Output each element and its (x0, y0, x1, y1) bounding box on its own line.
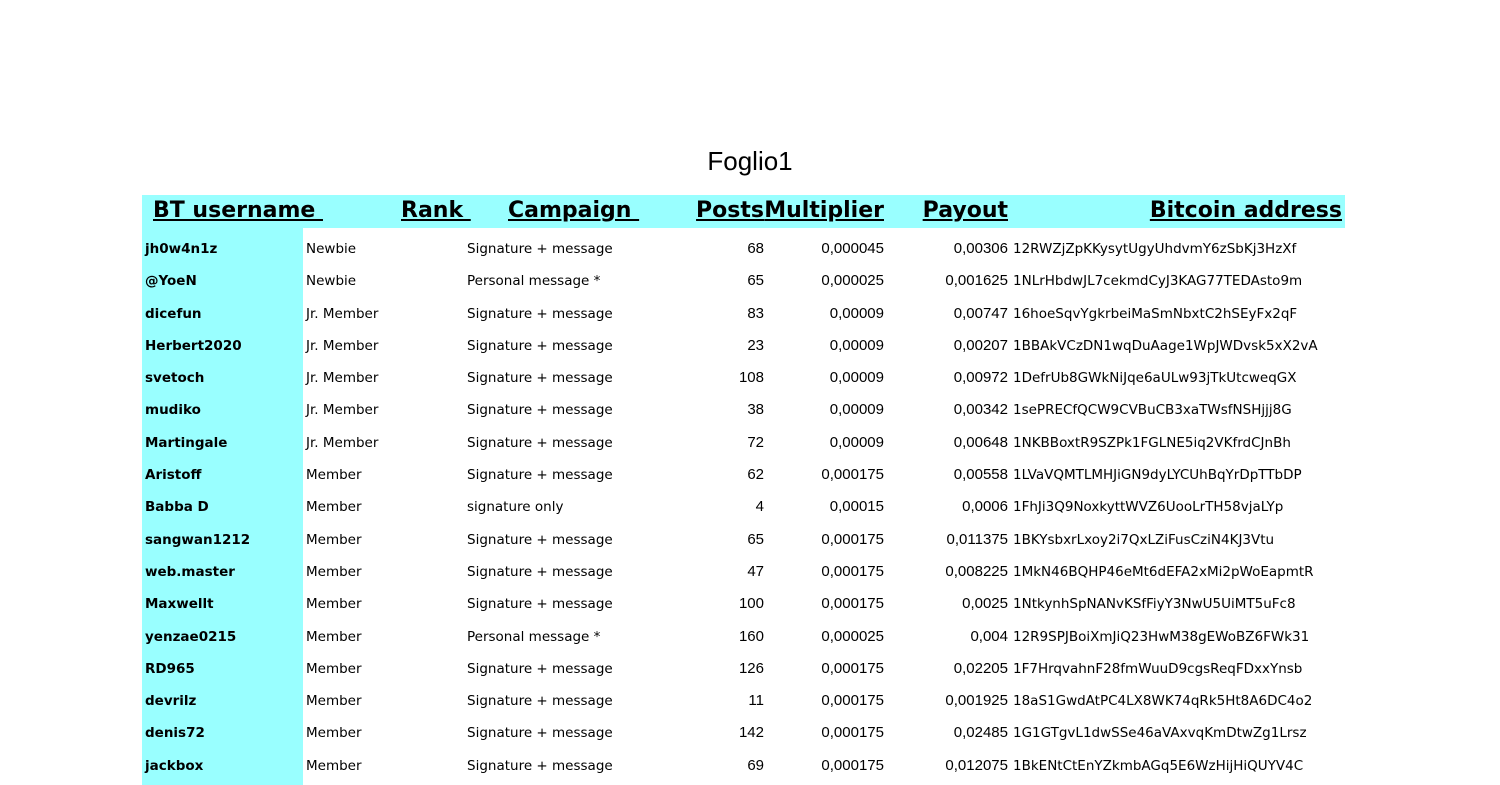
cell-payout: 0,00747 (953, 304, 1008, 322)
cell-rank: Member (306, 563, 362, 580)
cell-bitcoin-address: 1NtkynhSpNANvKSfFiyY3NwU5UiMT5uFc8 (1013, 596, 1296, 613)
cell-username: mudiko (145, 402, 201, 419)
cell-payout: 0,00558 (953, 466, 1008, 484)
cell-multiplier: 0,000025 (821, 627, 884, 645)
cell-campaign: Personal message * (467, 273, 601, 290)
cell-multiplier: 0,00009 (829, 304, 884, 322)
cell-multiplier: 0,00009 (829, 401, 884, 419)
cell-campaign: Signature + message (467, 596, 613, 613)
cell-campaign: Signature + message (467, 725, 613, 742)
cell-username: @YoeN (145, 273, 197, 290)
cell-rank: Jr. Member (306, 337, 379, 354)
table-row (0, 330, 1500, 362)
cell-posts: 160 (738, 627, 764, 645)
table-row (0, 362, 1500, 394)
table-row (0, 750, 1500, 782)
cell-username: jh0w4n1z (145, 241, 218, 257)
cell-campaign: Signature + message (467, 370, 613, 387)
cell-multiplier: 0,000175 (821, 756, 884, 774)
header-address: Bitcoin address (1149, 198, 1342, 223)
cell-username: web.master (145, 563, 235, 580)
cell-posts: 65 (747, 272, 764, 290)
cell-rank: Member (306, 467, 362, 484)
cell-posts: 108 (738, 369, 764, 387)
cell-campaign: Signature + message (467, 757, 613, 774)
table-row (0, 685, 1500, 717)
table-row (0, 427, 1500, 459)
cell-campaign: Signature + message (467, 434, 613, 451)
cell-campaign: Signature + message (467, 693, 613, 710)
cell-campaign: Signature + message (467, 305, 613, 322)
cell-payout: 0,012075 (945, 756, 1008, 774)
cell-username: Martingale (145, 434, 228, 451)
cell-payout: 0,00648 (953, 433, 1008, 451)
cell-posts: 65 (747, 530, 764, 548)
cell-bitcoin-address: 1BkENtCtEnYZkmbAGq5E6WzHijHiQUYV4C (1013, 757, 1304, 774)
table-body (0, 233, 1500, 782)
table-row (0, 653, 1500, 685)
cell-bitcoin-address: 12R9SPJBoiXmJiQ23HwM38gEWoBZ6FWk31 (1013, 628, 1310, 645)
cell-bitcoin-address: 1FhJi3Q9NoxkyttWVZ6UooLrTH58vjaLYp (1013, 499, 1284, 516)
cell-rank: Newbie (306, 273, 357, 290)
cell-rank: Member (306, 499, 362, 516)
cell-bitcoin-address: 1F7HrqvahnF28fmWuuD9cgsReqFDxxYnsb (1013, 660, 1303, 677)
cell-bitcoin-address: 1BBAkVCzDN1wqDuAage1WpJWDvsk5xX2vA (1013, 337, 1318, 354)
cell-multiplier: 0,000175 (821, 466, 884, 484)
cell-bitcoin-address: 1MkN46BQHP46eMt6dEFA2xMi2pWoEapmtR (1013, 563, 1314, 580)
cell-posts: 100 (738, 595, 764, 613)
cell-payout: 0,0006 (962, 498, 1008, 516)
cell-username: RD965 (145, 660, 195, 677)
cell-payout: 0,0025 (962, 595, 1008, 613)
cell-rank: Member (306, 757, 362, 774)
cell-payout: 0,008225 (945, 562, 1008, 580)
cell-multiplier: 0,000175 (821, 659, 884, 677)
cell-rank: Jr. Member (306, 305, 379, 322)
cell-multiplier: 0,00009 (829, 369, 884, 387)
cell-bitcoin-address: 16hoeSqvYgkrbeiMaSmNbxtC2hSEyFx2qF (1013, 305, 1298, 322)
cell-username: Herbert2020 (145, 337, 242, 354)
cell-campaign: Signature + message (467, 241, 613, 257)
cell-rank: Jr. Member (306, 402, 379, 419)
cell-payout: 0,00207 (953, 336, 1008, 354)
cell-bitcoin-address: 1NKBBoxtR9SZPk1FGLNE5iq2VKfrdCJnBh (1013, 434, 1291, 451)
cell-rank: Member (306, 693, 362, 710)
cell-bitcoin-address: 1NLrHbdwJL7cekmdCyJ3KAG77TEDAsto9m (1013, 273, 1303, 290)
table-row (0, 491, 1500, 523)
cell-posts: 23 (747, 336, 764, 354)
table-row (0, 265, 1500, 297)
cell-campaign: Signature + message (467, 337, 613, 354)
cell-username: svetoch (145, 370, 205, 387)
cell-username: dicefun (145, 305, 202, 322)
header-campaign: Campaign (508, 198, 640, 223)
cell-posts: 83 (747, 304, 764, 322)
cell-posts: 69 (747, 756, 764, 774)
cell-payout: 0,001925 (945, 692, 1008, 710)
cell-multiplier: 0,000175 (821, 530, 884, 548)
cell-campaign: signature only (467, 499, 564, 516)
cell-bitcoin-address: 1G1GTgvL1dwSSe46aVAxvqKmDtwZg1Lrsz (1013, 725, 1307, 742)
cell-rank: Newbie (306, 241, 357, 257)
cell-campaign: Signature + message (467, 563, 613, 580)
cell-posts: 4 (755, 498, 764, 516)
cell-bitcoin-address: 12RWZjZpKKysytUgyUhdvmY6zSbKj3HzXf (1013, 241, 1297, 257)
cell-payout: 0,011375 (946, 530, 1008, 548)
cell-username: devrilz (145, 693, 197, 710)
cell-campaign: Signature + message (467, 660, 613, 677)
cell-multiplier: 0,000045 (821, 240, 884, 257)
cell-posts: 47 (747, 562, 764, 580)
cell-campaign: Signature + message (467, 467, 613, 484)
cell-username: Aristoff (145, 467, 202, 484)
header-rank: Rank (401, 198, 471, 223)
cell-bitcoin-address: 1sePRECfQCW9CVBuCB3xaTWsfNSHjjj8G (1013, 402, 1292, 419)
sheet-title: Foglio1 (707, 146, 793, 176)
cell-payout: 0,001625 (945, 272, 1008, 290)
cell-rank: Member (306, 725, 362, 742)
cell-bitcoin-address: 18aS1GwdAtPC4LX8WK74qRk5Ht8A6DC4o2 (1013, 693, 1313, 710)
header-posts: Posts (696, 198, 764, 223)
cell-rank: Jr. Member (306, 434, 379, 451)
cell-campaign: Signature + message (467, 402, 613, 419)
cell-username: sangwan1212 (145, 531, 251, 548)
cell-bitcoin-address: 1BKYsbxrLxoy2i7QxLZiFusCziN4KJ3Vtu (1013, 531, 1275, 548)
cell-multiplier: 0,000025 (821, 272, 884, 290)
cell-campaign: Personal message * (467, 628, 601, 645)
cell-rank: Jr. Member (306, 370, 379, 387)
cell-multiplier: 0,000175 (821, 595, 884, 613)
cell-bitcoin-address: 1DefrUb8GWkNiJqe6aULw93jTkUtcweqGX (1013, 370, 1297, 387)
cell-posts: 142 (738, 724, 764, 742)
cell-payout: 0,00342 (953, 401, 1008, 419)
cell-posts: 11 (748, 692, 764, 710)
cell-multiplier: 0,00015 (829, 498, 884, 516)
table-row (0, 556, 1500, 588)
table-row (0, 298, 1500, 330)
table-row (0, 588, 1500, 620)
cell-payout: 0,004 (970, 627, 1008, 645)
cell-posts: 72 (747, 433, 764, 451)
cell-bitcoin-address: 1LVaVQMTLMHJiGN9dyLYCUhBqYrDpTTbDP (1013, 467, 1302, 484)
header-username: BT username (153, 198, 323, 223)
table-row (0, 524, 1500, 556)
cell-posts: 68 (747, 240, 764, 257)
cell-rank: Member (306, 596, 362, 613)
cell-username: denis72 (145, 725, 205, 742)
cell-multiplier: 0,00009 (829, 433, 884, 451)
cell-payout: 0,02205 (953, 659, 1008, 677)
table-row (0, 233, 1500, 265)
cell-payout: 0,00972 (953, 369, 1008, 387)
table-row (0, 394, 1500, 426)
cell-campaign: Signature + message (467, 531, 613, 548)
cell-payout: 0,02485 (953, 724, 1008, 742)
cell-payout: 0,00306 (953, 240, 1008, 257)
header-payout: Payout (922, 198, 1008, 223)
table-row (0, 621, 1500, 653)
cell-username: Maxwellt (145, 596, 214, 613)
cell-rank: Member (306, 660, 362, 677)
cell-posts: 126 (738, 659, 764, 677)
cell-multiplier: 0,000175 (821, 562, 884, 580)
cell-rank: Member (306, 628, 362, 645)
cell-username: Babba D (145, 499, 209, 516)
table-row (0, 717, 1500, 749)
cell-posts: 38 (747, 401, 764, 419)
cell-rank: Member (306, 531, 362, 548)
cell-multiplier: 0,000175 (821, 692, 884, 710)
cell-multiplier: 0,000175 (821, 724, 884, 742)
table-row (0, 459, 1500, 491)
header-multiplier: Multiplier (764, 198, 884, 223)
cell-username: jackbox (145, 757, 204, 774)
cell-username: yenzae0215 (145, 628, 237, 645)
cell-multiplier: 0,00009 (829, 336, 884, 354)
cell-posts: 62 (747, 466, 764, 484)
